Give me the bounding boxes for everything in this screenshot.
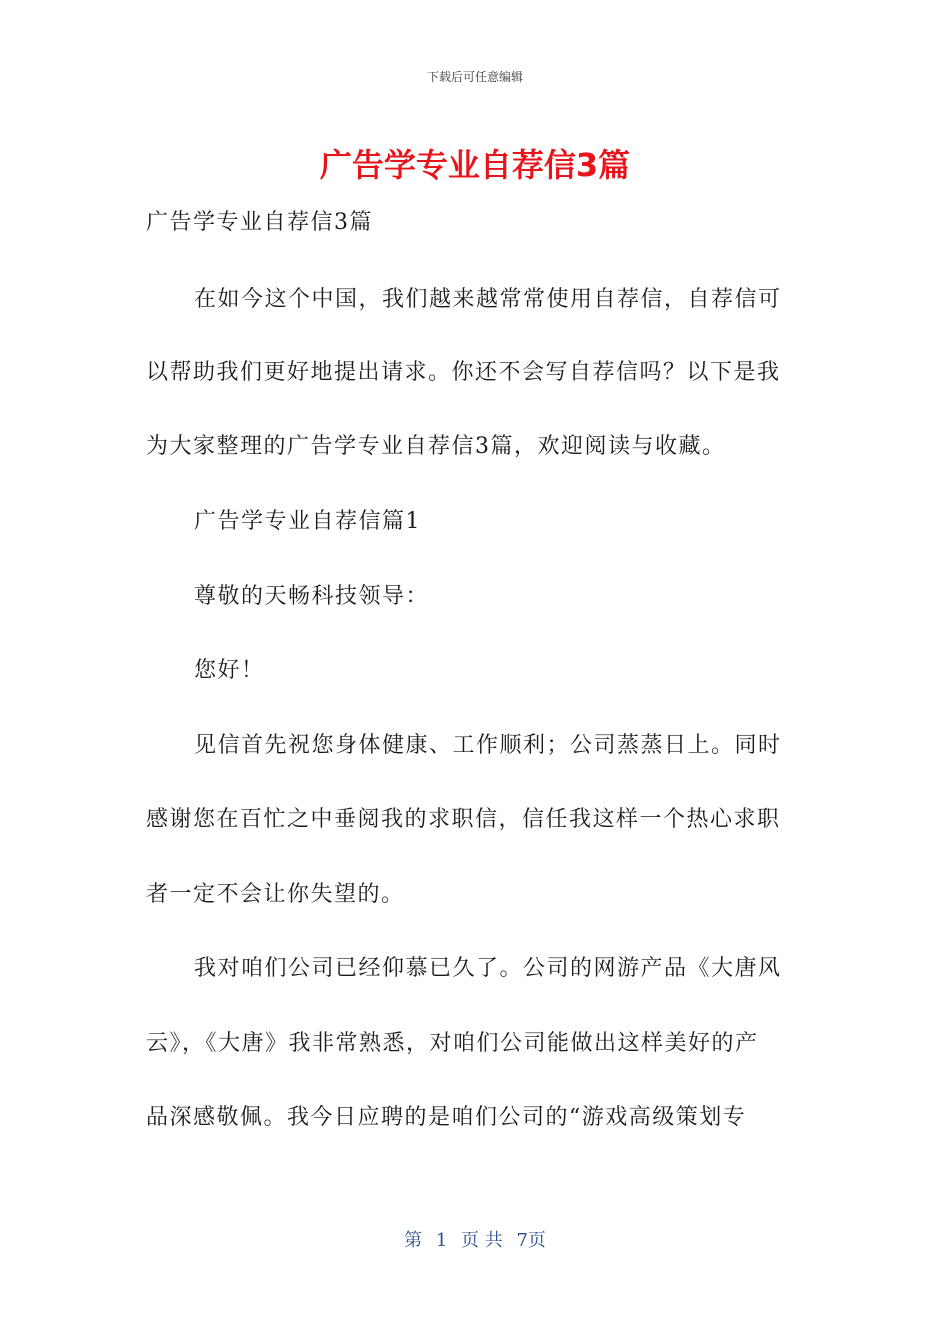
paragraph-line: 见信首先祝您身体健康、工作顺利；公司蒸蒸日上。同时 (194, 733, 782, 758)
paragraph-line: 以帮助我们更好地提出请求。你还不会写自荐信吗？以下是我 (146, 360, 781, 385)
paragraph-line: 我对咱们公司已经仰慕已久了。公司的网游产品《大唐风 (194, 956, 782, 981)
subtitle-line: 广告学专业自荐信3篇 (146, 210, 373, 235)
section-heading: 广告学专业自荐信篇1 (194, 509, 421, 534)
footer-middle: 页 共 (461, 1230, 503, 1251)
paragraph-line: 云》，《大唐》我非常熟悉，对咱们公司能做出这样美好的产 (146, 1031, 759, 1056)
footer-total-pages: 7页 (516, 1230, 546, 1251)
page-footer (0, 1226, 950, 1252)
document-title: 广告学专业自荐信3篇 (319, 146, 631, 184)
paragraph-line: 品深感敬佩。我今日应聘的是咱们公司的“游戏高级策划专 (146, 1105, 747, 1130)
paragraph-line: 在如今这个中国，我们越来越常常使用自荐信，自荐信可 (194, 287, 782, 312)
footer-prefix: 第 (404, 1230, 423, 1251)
greeting: 您好！ (194, 658, 265, 683)
paragraph-line: 者一定不会让你失望的。 (146, 882, 405, 907)
footer-page-number: 1 (435, 1230, 448, 1251)
header-note: 下载后可任意编辑 (426, 70, 523, 84)
paragraph-line: 感谢您在百忙之中垂阅我的求职信，信任我这样一个热心求职 (146, 807, 781, 832)
salutation: 尊敬的天畅科技领导： (194, 584, 430, 609)
paragraph-line: 为大家整理的广告学专业自荐信3篇，欢迎阅读与收藏。 (146, 434, 726, 459)
